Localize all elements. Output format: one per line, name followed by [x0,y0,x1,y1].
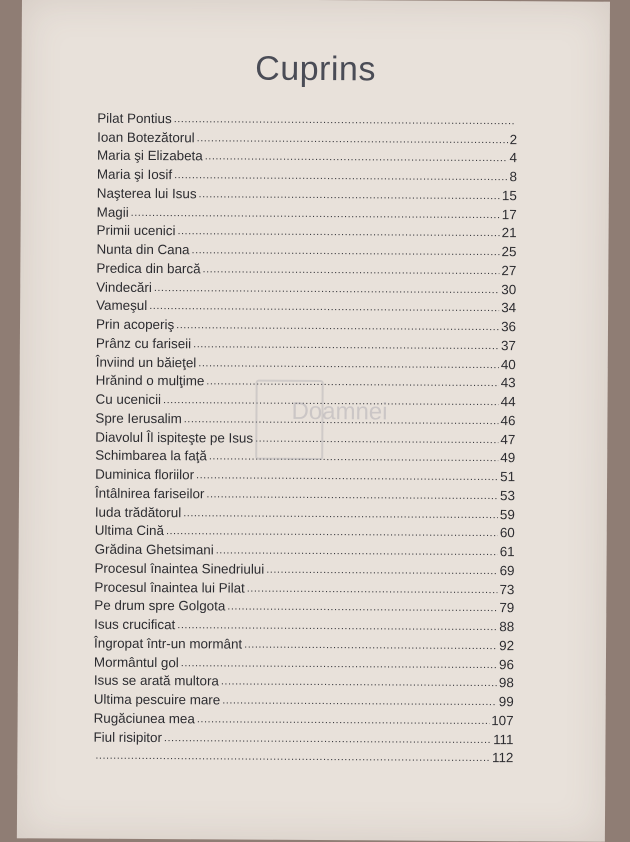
toc-entry-page: 53 [500,487,516,503]
toc-leader-dots [174,112,516,128]
toc-leader-dots [199,187,500,203]
toc-entry-page: 49 [500,450,516,466]
toc-entry [94,613,514,634]
toc-entry-page: 15 [501,187,517,203]
toc-entry [95,519,515,540]
toc-leader-dots [183,506,498,522]
toc-entry [94,707,514,728]
toc-entry [95,500,515,521]
toc-entry [97,163,517,184]
toc-entry-title: Grădina Ghetsimani [94,541,214,558]
toc-entry-title: Cu ucenicii [95,391,162,408]
toc-entry-title: Mormântul gol [93,654,179,670]
toc-entry-page: 43 [500,375,516,391]
toc-entry-title: Vindecări [96,279,152,295]
toc-entry [94,688,514,709]
toc-entry-page: 4 [509,150,518,166]
toc-entry-title: Nunta din Cana [96,241,190,258]
toc-entry-page: 92 [499,637,515,653]
toc-entry-page: 17 [501,206,517,222]
toc-entry [96,294,516,315]
toc-leader-dots [244,637,497,653]
toc-entry-page: 37 [500,337,516,353]
toc-leader-dots [203,262,500,278]
toc-entry [93,744,513,765]
toc-leader-dots [197,712,489,728]
toc-entry [94,650,514,671]
toc-entry-title: Înviind un băieţel [95,354,197,370]
toc-entry-title: Isus se arată multora [93,672,219,689]
toc-entry-page: 30 [501,281,517,297]
toc-entry-page: 47 [500,431,516,447]
toc-entry-page: 34 [501,300,517,316]
toc-entry-page: 8 [509,169,517,185]
toc-entry [94,594,514,615]
toc-leader-dots [247,581,498,597]
toc-entry [97,144,517,165]
toc-leader-dots [166,524,498,540]
toc-entry-title: Predica din barcă [96,260,201,277]
toc-entry-title: Spre Ierusalim [95,410,182,426]
toc-entry-page: 36 [501,319,517,335]
toc-entry-title: Întâlnirea fariseilor [94,485,205,502]
toc-leader-dots [197,131,508,147]
toc-leader-dots [205,150,508,166]
toc-entry-title: Fiul risipitor [93,729,162,745]
toc-entry-title: Pe drum spre Golgota [94,597,226,614]
toc-leader-dots [95,749,490,765]
toc-entry-page: 96 [498,656,514,672]
toc-entry-title: Hrănind o mulţime [95,372,205,389]
toc-leader-dots [181,656,497,672]
toc-entry-title: Pilat Pontius [97,110,172,126]
toc-entry-title: Schimbarea la faţă [95,447,207,464]
toc-entry [96,332,516,353]
toc-leader-dots [177,618,497,634]
toc-entry-title: Iuda trădătorul [94,504,182,520]
toc-entry-page: 111 [493,731,514,747]
toc-entry [97,200,517,221]
toc-leader-dots [164,731,491,747]
toc-entry-title: Îngropat într-un mormânt [94,635,243,652]
toc-entry-page: 60 [499,525,515,541]
toc-entry-title: Primii ucenici [96,222,176,239]
toc-entry-page: 59 [499,506,515,522]
toc-entry-page: 44 [500,394,516,410]
toc-entry-page: 51 [500,469,516,485]
toc-entry [96,238,516,259]
toc-entry [94,575,514,596]
toc-entry [95,463,515,484]
toc-entry-title: Isus crucificat [94,616,176,633]
toc-entry [97,125,517,146]
toc-leader-dots [131,205,500,221]
toc-entry [97,182,517,203]
toc-leader-dots [209,450,499,466]
toc-entry-title: Procesul înaintea lui Pilat [94,579,245,596]
toc-leader-dots [227,600,497,616]
toc-entry-title: Duminica floriilor [95,466,195,483]
toc-entry-title: Naşterea lui Isus [96,185,197,202]
toc-entry-title: Vameşul [96,297,148,314]
watermark-text: Doamnei [291,397,388,426]
toc-entry-title: Prânz cu fariseii [95,335,192,351]
toc-leader-dots [222,693,497,709]
toc-entry-title: Ultima Cină [94,522,165,539]
toc-entry-title: Maria şi Elizabeta [97,147,203,164]
toc-entry [97,219,517,240]
page-title: Cuprins [255,49,377,89]
toc-leader-dots [221,675,497,691]
toc-entry-title: Ioan Botezătorul [97,129,195,145]
toc-leader-dots [216,543,498,559]
toc-leader-dots [206,487,498,503]
toc-entry-page: 2 [509,131,518,147]
toc-entry-page: 46 [500,412,516,428]
toc-entry-title: Prin acoperiş [95,316,175,333]
toc-entry-page: 79 [499,600,515,616]
toc-entry-page: 88 [499,619,515,635]
toc-entry-page: 25 [501,244,517,260]
toc-leader-dots [149,299,499,315]
toc-leader-dots [174,168,507,184]
toc-entry-page: 27 [501,262,517,278]
toc-entry-page: 112 [491,750,514,766]
toc-leader-dots [177,224,499,240]
toc-entry-page: 40 [500,356,516,372]
toc-entry [96,275,516,296]
toc-entry [95,538,515,559]
toc-entry-page: 99 [498,694,514,710]
toc-leader-dots [206,375,499,391]
toc-leader-dots [154,281,500,297]
toc-leader-dots [191,243,499,259]
toc-entry-page: 107 [491,712,514,728]
book-page [17,0,610,842]
toc-entry-page: 21 [501,225,517,241]
toc-entry-title: Magii [96,204,129,220]
toc-entry-title: Diavolul Îl ispiteşte pe Isus [95,429,254,446]
toc-entry-page: 98 [498,675,514,691]
toc-entry-title: Maria şi Iosif [96,166,173,183]
toc-entry [96,350,516,371]
toc-leader-dots [198,356,499,372]
toc-leader-dots [266,562,497,577]
toc-entry-page: 73 [499,581,515,597]
toc-leader-dots [196,468,498,484]
toc-entry-title: Rugăciunea mea [93,710,195,727]
toc-entry-page: 69 [499,562,515,578]
toc-entry-title: Procesul înaintea Sinedriului [94,560,265,577]
toc-entry [95,482,515,503]
toc-entry [94,557,514,578]
toc-entry [96,257,516,278]
toc-entry-page: 61 [499,544,515,560]
toc-entry [93,725,513,746]
toc-entry [94,669,514,690]
toc-leader-dots [176,318,499,334]
toc-entry [94,632,514,653]
toc-leader-dots [193,337,499,353]
toc-entry [96,313,516,334]
toc-entry-title: Ultima pescuire mare [93,691,221,708]
toc-entry [97,107,517,128]
